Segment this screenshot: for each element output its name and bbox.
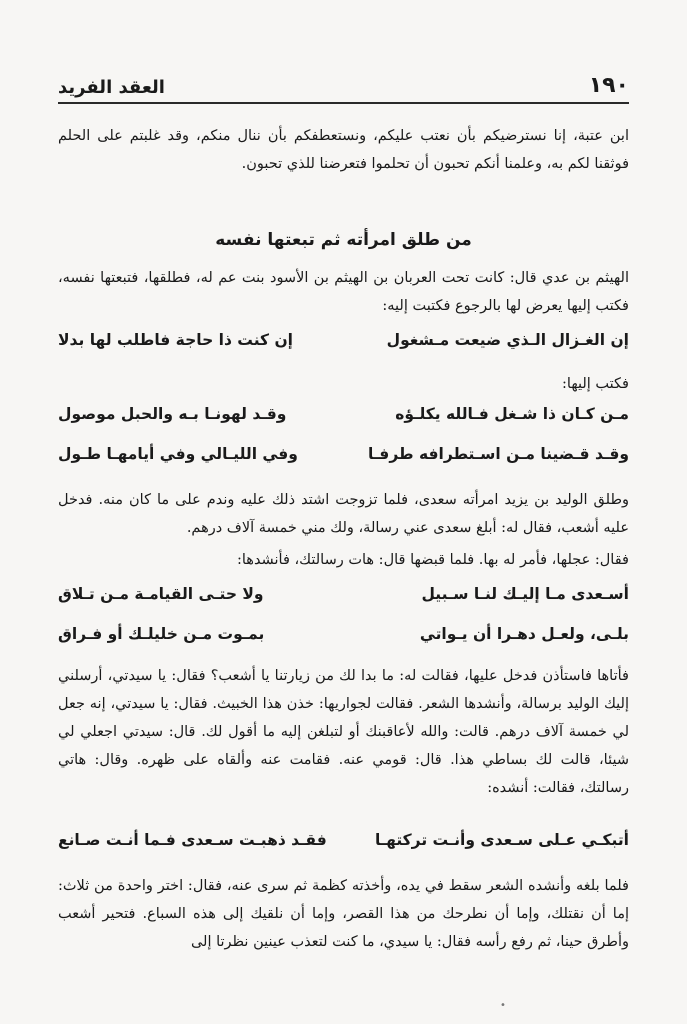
print-mark: • (500, 1000, 506, 1011)
verse-first-hemistich: أتبكـي عـلى سـعدى وأنـت تركتهـا (374, 831, 629, 849)
verse-second-hemistich: وفي الليـالي وفي أيامهـا طـول (58, 445, 298, 463)
section-heading: من طلق امرأته ثم تبعتها نفسه (215, 230, 472, 250)
paragraph-5 (58, 546, 629, 574)
verse-line (58, 400, 629, 428)
paragraph-text: ابن عتبة، إنا نسترضيكم بأن نعتب عليكم، ونستعطفكم بأن ننال منكم، وقد غلبتم على الحلم فوثقنا لكم به، وعلمنا أنكم تحبون أن تحلموا فتعرضنا للذي تحبون. (58, 128, 629, 172)
page-header (58, 66, 629, 104)
paragraph-text: فكتب إليها: (562, 376, 629, 392)
verse-first-hemistich: إن الغـزال الـذي ضيعت مـشغول (386, 331, 629, 349)
paragraph-text: الهيثم بن عدي قال: كانت تحت العربان بن الهيثم بن الأسود بنت عم له، فطلقها، فتبعتها نفسه، فكتب إليها يعرض لها بالرجوع فكتبت إليه: (58, 270, 629, 314)
verse-second-hemistich: وقـد لهونـا بـه والحبل موصول (58, 405, 287, 423)
verse-second-hemistich: فقـد ذهبـت سـعدى فـما أنـت صـانع (58, 831, 327, 849)
paragraph-text: فقال: عجلها، فأمر له بها. فلما قبضها قال: هات رسالتك، فأنشدها: (237, 552, 629, 568)
verse-first-hemistich: بلـى، ولعـل دهـرا أن يـواتي (419, 625, 629, 643)
verse-first-hemistich: وقـد قـضينا مـن اسـتطرافه طرفـا (368, 445, 629, 463)
verse-first-hemistich: مـن كـان ذا شـغل فـالله يكلـؤه (395, 405, 629, 423)
paragraph-text: وطلق الوليد بن يزيد امرأته سعدى، فلما تزوجت اشتد ذلك عليه وندم على ما كان منه. فدخل عليه أشعب، فقال له: أبلغ سعدى عني رسالة، ولك مني خمسة آلاف درهم. (58, 492, 629, 536)
page-number: ١٩٠ (588, 73, 629, 98)
paragraph-text: فلما بلغه وأنشده الشعر سقط في يده، وأخذته كظمة ثم سرى عنه، فقال: اختر واحدة من ثلاث: إما أن نقتلك، وإما أن نطرحك من هذا القصر، وإما أن نلقيك إلى هذه السباع. فتحير أشعب وأطرق حينا، ثم رفع رأسه فقال: يا سيدي، ما كنت لتعذب عينين نظرتا إلى (58, 878, 629, 950)
paragraph-text: فأتاها فاستأذن فدخل عليها، فقالت له: ما بدا لك من زيارتنا يا أشعب؟ فقال: يا سيدتي، أرسلني إليك الوليد برسالة، وأنشدها الشعر. فقالت لجواريها: خذن هذا الخبيث. فقال: يا سيدتي، إنه جعل لي خمسة آلاف درهم. قالت: والله لأعاقبنك أو لتبلغن إليه ما أقول لك. قال: سيدتي اجعلي لي شيئا، قالت لك بساطي هذا. قال: قومي عنه. فقامت عنه وألقاه على ظهره. وقال: هاتي رسالتك، فقالت: أنشده: (58, 668, 629, 796)
verse-line (58, 326, 629, 354)
verse-line (58, 580, 629, 608)
verse-second-hemistich: بمـوت مـن خليلـك أو فـراق (58, 625, 265, 643)
verse-line (58, 440, 629, 468)
paragraph-1 (58, 122, 629, 178)
verse-second-hemistich: ولا حتـى القيامـة مـن تـلاق (58, 585, 264, 603)
verse-line (58, 826, 629, 854)
paragraph-6 (58, 662, 629, 802)
running-title: العقد الفريد (58, 77, 165, 98)
paragraph-7 (58, 872, 629, 956)
verse-line (58, 620, 629, 648)
verse-second-hemistich: إن كنت ذا حاجة فاطلب لها بدلا (58, 331, 293, 349)
paragraph-4 (58, 486, 629, 542)
paragraph-3 (58, 370, 629, 398)
verse-first-hemistich: أسـعدى مـا إليـك لنـا سـبيل (421, 585, 629, 603)
paragraph-2 (58, 264, 629, 320)
